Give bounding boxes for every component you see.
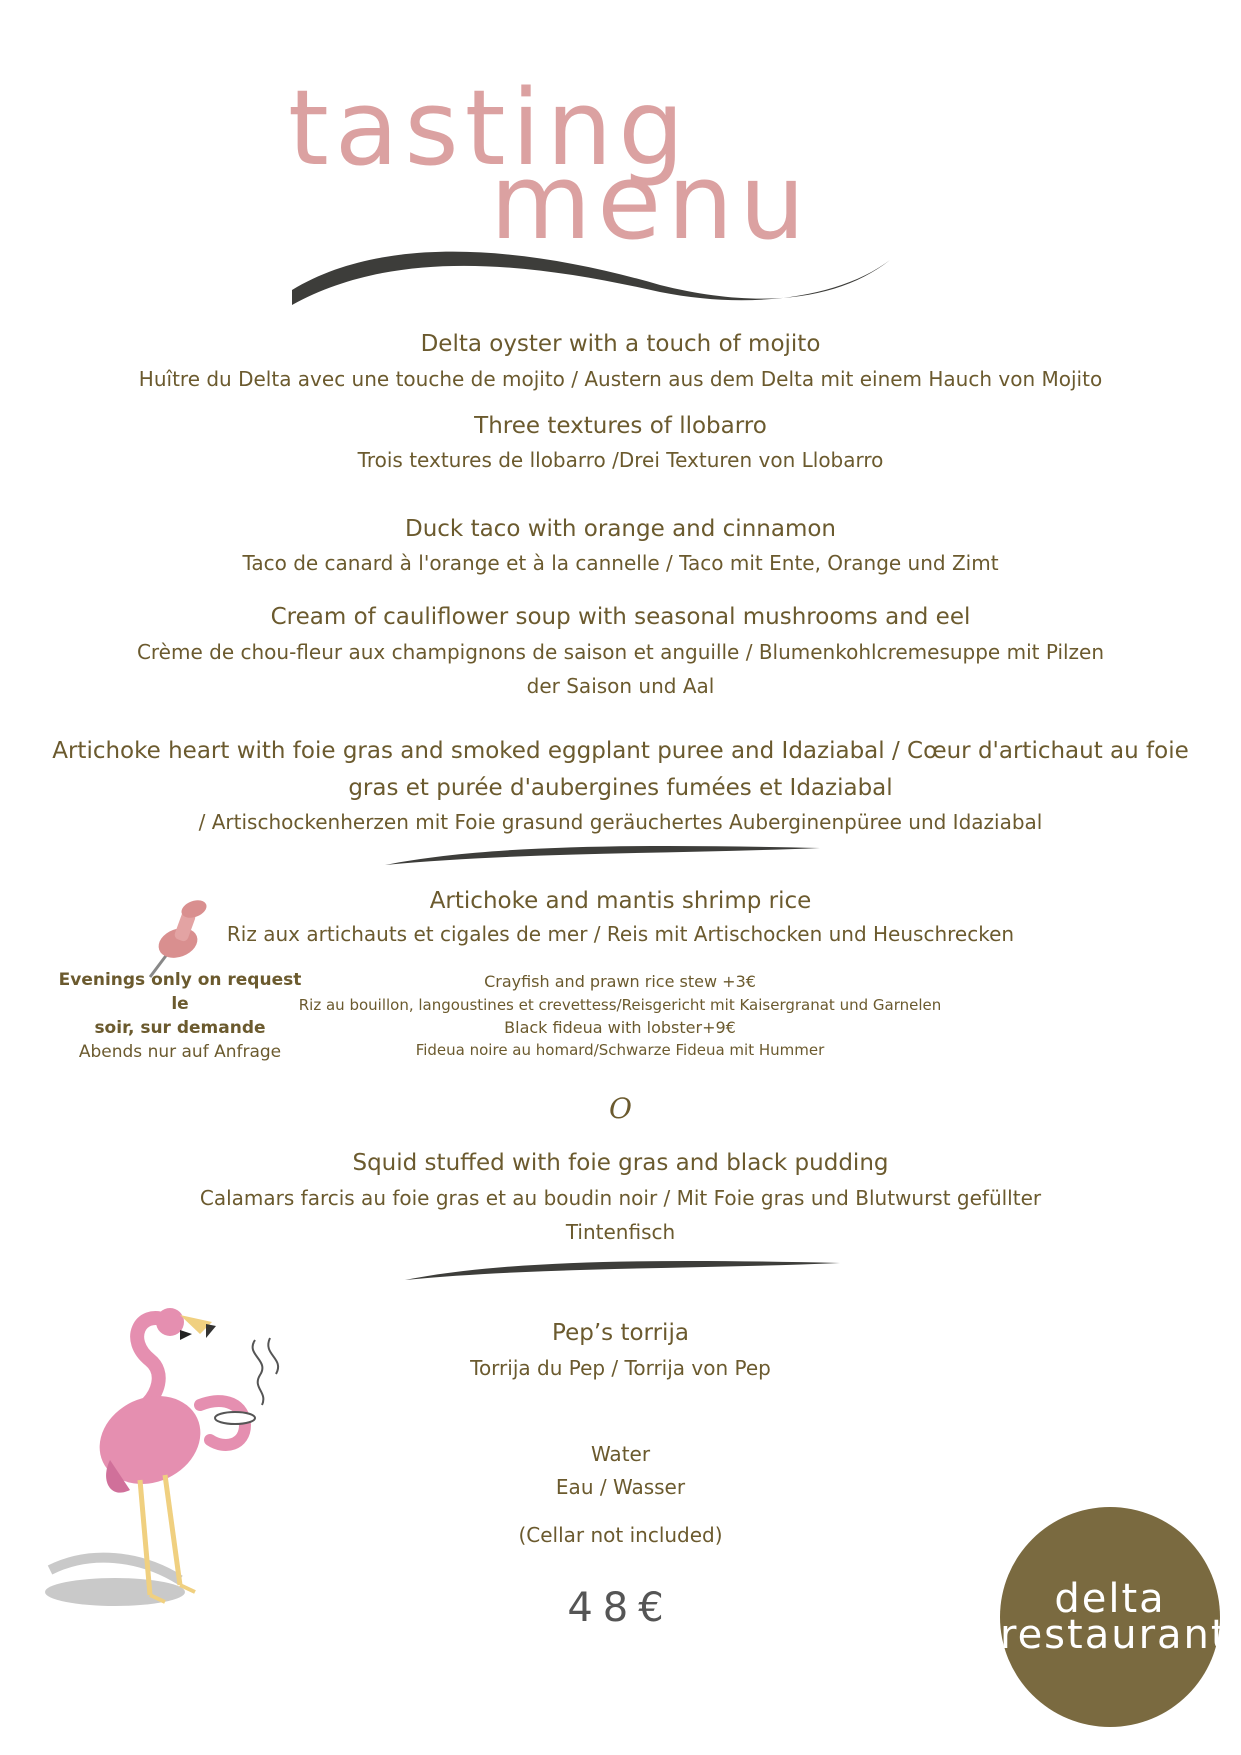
- title-menu: menu: [490, 141, 812, 263]
- course-artichoke-heart-translation: / Artischockenherzen mit Foie grasund geräuchertes Auberginenpüree und Idaziabal: [198, 810, 1043, 834]
- title-tasting: tasting: [288, 67, 691, 189]
- restaurant-logo: [1000, 1507, 1229, 1727]
- cellar-note: (Cellar not included): [518, 1523, 723, 1547]
- course-oyster-translation: Huître du Delta avec une touche de mojito / Austern aus dem Delta mit einem Hauch von Mojito: [138, 367, 1103, 391]
- evening-note-line-3: Abends nur auf Anfrage: [78, 1042, 282, 1062]
- divider-swoosh-2: [400, 1255, 850, 1285]
- course-cauliflower-soup: Cream of cauliflower soup with seasonal mushrooms and eel: [270, 604, 971, 630]
- evening-note-line-1: Evenings only on request le: [58, 970, 302, 1014]
- extra-black-fideua-translation: Fideua noire au homard/Schwarze Fideua mit Hummer: [415, 1041, 825, 1059]
- water-translation: Eau / Wasser: [555, 1475, 686, 1499]
- course-llobarro-translation: Trois textures de llobarro /Drei Texturen von Llobarro: [357, 448, 884, 472]
- course-mantis-shrimp-rice: Artichoke and mantis shrimp rice: [429, 888, 812, 914]
- course-mantis-shrimp-rice-translation: Riz aux artichauts et cigales de mer / Reis mit Artischocken und Heuschrecken: [226, 922, 1015, 946]
- course-squid: Squid stuffed with foie gras and black pudding: [352, 1150, 889, 1176]
- course-llobarro: Three textures of llobarro: [474, 413, 767, 439]
- extra-crayfish: Crayfish and prawn rice stew +3€: [484, 972, 756, 991]
- course-cauliflower-soup-translation-2: der Saison und Aal: [526, 674, 715, 698]
- price: 48€: [567, 1585, 674, 1631]
- course-squid-translation-1: Calamars farcis au foie gras et au boudin noir / Mit Foie gras und Blutwurst gefüllter: [199, 1186, 1042, 1210]
- course-duck-taco: Duck taco with orange and cinnamon: [405, 516, 836, 542]
- course-cauliflower-soup-translation-1: Crème de chou-fleur aux champignons de saison et anguille / Blumenkohlcremesuppe mit Pilzen: [136, 640, 1105, 664]
- extra-black-fideua: Black fideua with lobster+9€: [504, 1018, 736, 1037]
- course-artichoke-heart-1: Artichoke heart with foie gras and smoked eggplant puree and Idaziabal / Cœur d'artichaut au foie: [52, 738, 1189, 764]
- logo-line-1: delta: [1054, 1576, 1166, 1622]
- separator-glyph: O: [609, 1092, 632, 1125]
- course-artichoke-heart-2: gras et purée d'aubergines fumées et Idaziabal: [348, 775, 893, 801]
- divider-swoosh-1: [380, 840, 830, 870]
- course-torrija: Pep’s torrija: [552, 1320, 689, 1346]
- evening-note-line-2: soir, sur demande: [94, 1018, 266, 1038]
- course-duck-taco-translation: Taco de canard à l'orange et à la cannelle / Taco mit Ente, Orange und Zimt: [242, 551, 999, 575]
- water: Water: [590, 1442, 651, 1466]
- logo-line-2: restaurant: [1000, 1612, 1229, 1658]
- flamingo-illustration: [30, 1300, 310, 1620]
- title-swoosh: [280, 230, 900, 320]
- extra-crayfish-translation: Riz au bouillon, langoustines et crevettess/Reisgericht mit Kaisergranat und Garnelen: [298, 996, 942, 1014]
- course-oyster: Delta oyster with a touch of mojito: [420, 331, 821, 357]
- course-torrija-translation: Torrija du Pep / Torrija von Pep: [470, 1356, 771, 1380]
- course-squid-translation-2: Tintenfisch: [565, 1220, 676, 1244]
- evening-note: [55, 968, 305, 1064]
